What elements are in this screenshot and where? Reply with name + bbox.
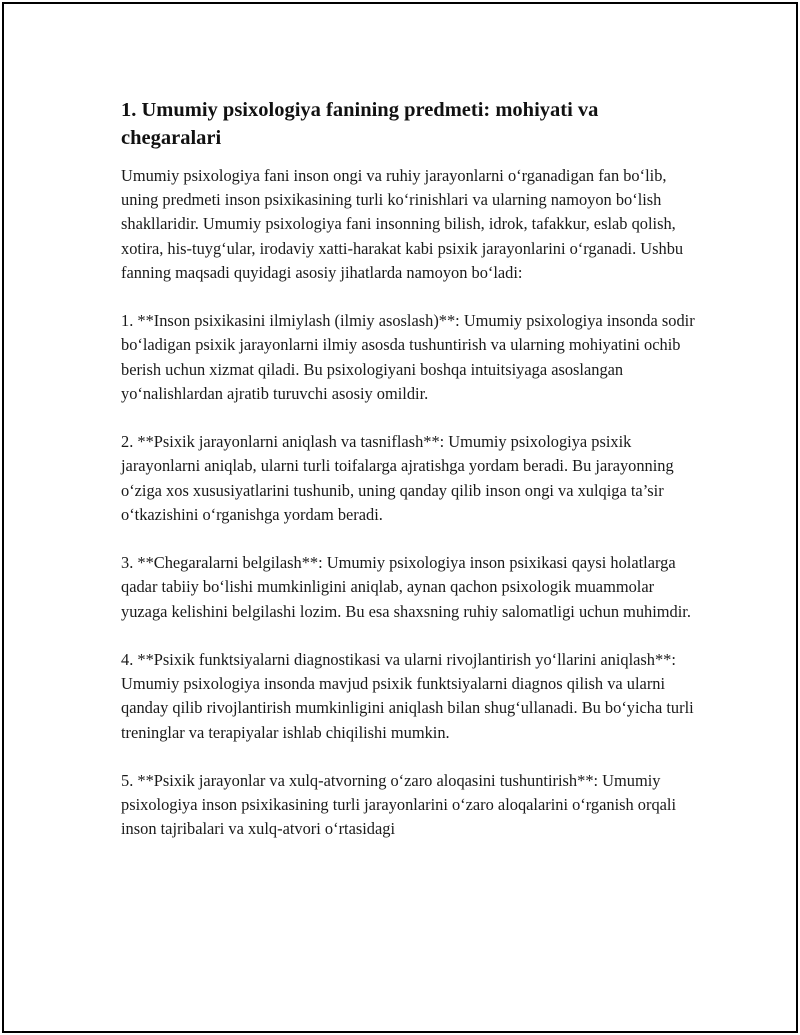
- page-frame: [2, 2, 798, 1033]
- list-item-3: 3. **Chegaralarni belgilash**: Umumiy psixologiya inson psixikasi qaysi holatlarga qadar tabiiy bo‘lishi mumkinligini aniqlab, aynan qachon psixologik muammolar yuzaga kelishini belgilashi lozim. Bu esa shaxsning ruhiy salomatligi uchun muhimdir.: [121, 553, 691, 621]
- list-item-4: 4. **Psixik funktsiyalarni diagnostikasi va ularni rivojlantirish yo‘llarini aniqlash**: Umumiy psixologiya insonda mavjud psixik funktsiyalarni diagnos qilish va ularni qanday qilib rivojlantirish mumkinligini aniqlash bilan shug‘ullanadi. Bu bo‘yicha turli treninglar va terapiyalar ishlab chiqilishi mumkin.: [121, 650, 694, 742]
- document-body: [121, 96, 701, 842]
- list-item-1: 1. **Inson psixikasini ilmiylash (ilmiy asoslash)**: Umumiy psixologiya insonda sodir bo‘ladigan psixik jarayonlarni ilmiy asosda tushuntirish va ularning mohiyatini ochib berish uchun xizmat qiladi. Bu psixologiyani boshqa intuitsiyaga asoslangan yo‘nalishlardan ajratib turuvchi asosiy omildir.: [121, 311, 695, 403]
- intro-paragraph: Umumiy psixologiya fani inson ongi va ruhiy jarayonlarni o‘rganadigan fan bo‘lib, uning predmeti inson psixikasining turli ko‘rinishlari va ularning namoyon bo‘lish shakllaridir. Umumiy psixologiya fani insonning bilish, idrok, tafakkur, eslab qolish, xotira, his-tuyg‘ular, irodaviy xatti-harakat kabi psixik jarayonlarini o‘rganadi. Ushbu fanning maqsadi quyidagi asosiy jihatlarda namoyon bo‘ladi:: [121, 166, 684, 282]
- section-title: 1. Umumiy psixologiya fanining predmeti: mohiyati va chegaralari: [121, 99, 599, 149]
- list-item-2: 2. **Psixik jarayonlarni aniqlash va tasniflash**: Umumiy psixologiya psixik jarayonlarni aniqlab, ularni turli toifalarga ajratishga yordam beradi. Bu jarayonning o‘ziga xos xususiyatlarini tushunib, uning qanday qilib inson ongi va xulqiga ta’sir o‘tkazishini o‘rganishga yordam beradi.: [121, 432, 674, 524]
- list-item-5: 5. **Psixik jarayonlar va xulq-atvorning o‘zaro aloqasini tushuntirish**: Umumiy psixologiya inson psixikasining turli jarayonlarini o‘zaro aloqalarini o‘rganish orqali inson tajribalari va xulq-atvori o‘rtasidagi: [121, 771, 677, 839]
